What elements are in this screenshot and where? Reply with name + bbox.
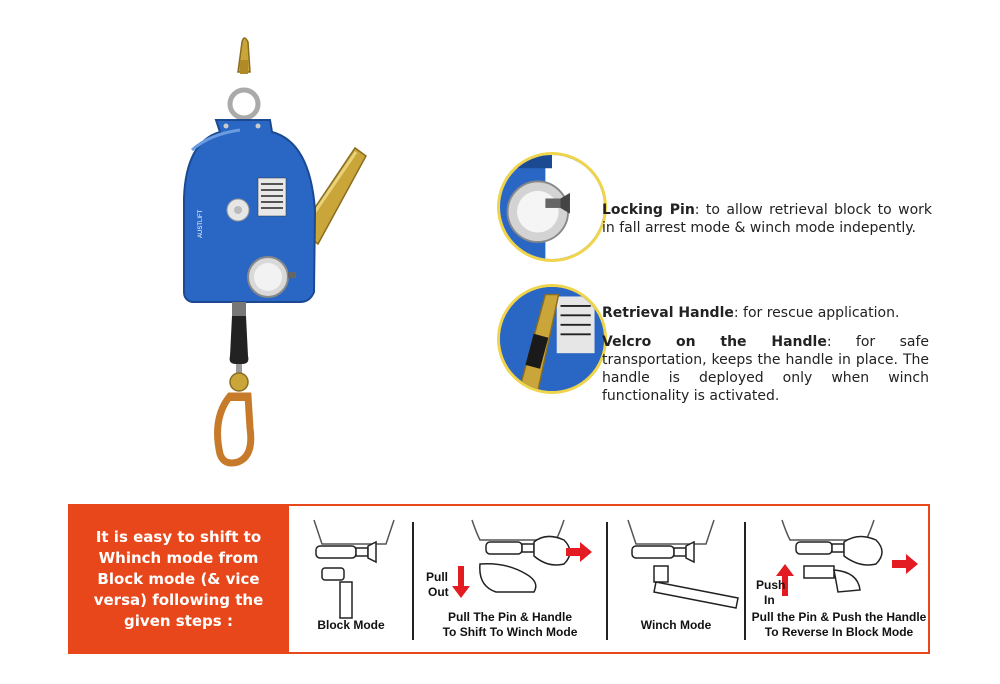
retrieval-handle-closeup: [497, 284, 607, 394]
step-4-caption-line-2: To Reverse In Block Mode: [764, 625, 914, 639]
feature-velcro-handle: [602, 333, 929, 405]
step-divider: [606, 522, 608, 640]
step-divider: [744, 522, 746, 640]
steps-intro-box: [68, 504, 289, 654]
feature-retrieval-handle: [602, 304, 932, 322]
feature-title: Locking Pin: [602, 202, 695, 218]
step-3-caption: Winch Mode: [640, 618, 712, 632]
push-in-label-1: Push: [756, 578, 786, 592]
locking-pin-closeup: [497, 152, 607, 262]
step-4-caption-line-1: Pull the Pin & Push the Handle: [751, 610, 927, 624]
feature-title: Retrieval Handle: [602, 305, 734, 321]
step-2-caption: [418, 610, 602, 640]
swivel-carabiner-icon: [218, 373, 251, 463]
feature-description: : for rescue application.: [733, 305, 900, 321]
feature-description: : to allow retrieval block to work in fall arrest mode & winch mode indepently.: [602, 202, 932, 236]
step-2-caption-line-2: To Shift To Winch Mode: [442, 625, 578, 639]
feature-title: Velcro on the Handle: [602, 334, 827, 350]
pull-out-label-1: Pull: [426, 570, 449, 584]
retrieval-block-image: [150, 30, 390, 480]
svg-text:AUSTLIFT: AUSTLIFT: [198, 209, 204, 238]
feature-description: : for safe transportation, keeps the handle in place. The handle is deployed only when winch functionality is activated.: [602, 334, 929, 404]
push-in-label-2: In: [764, 593, 775, 607]
feature-locking-pin: [602, 201, 932, 237]
cable-grip: [230, 316, 249, 364]
step-4-caption: [748, 610, 930, 640]
retrieval-block-icon: [184, 120, 315, 302]
step-divider: [412, 522, 414, 640]
step-2-caption-line-1: Pull The Pin & Handle: [447, 610, 572, 624]
pull-out-label-2: Out: [428, 585, 449, 599]
steps-intro-text: It is easy to shift to Whinch mode from Block mode (& vice versa) following the given steps :: [93, 527, 264, 630]
step-1-caption: Block Mode: [317, 618, 385, 632]
snap-hook-icon: [230, 38, 258, 118]
